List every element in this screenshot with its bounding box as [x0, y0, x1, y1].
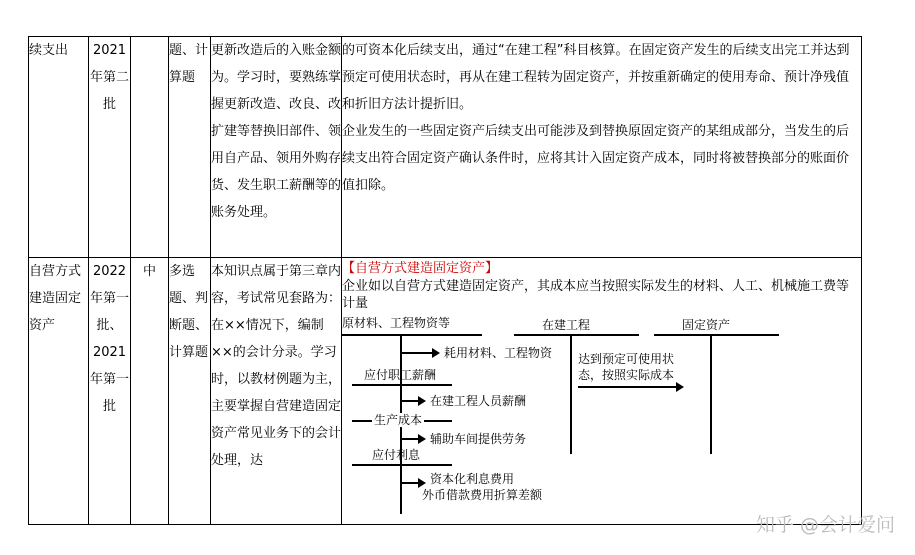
years-cell: 2022年第一批、2021年第一批 [89, 258, 131, 525]
content-cell [342, 37, 862, 258]
content-cell [342, 258, 862, 525]
t-account-line [352, 464, 452, 466]
topic-cell: 自营方式建造固定资产 [29, 258, 89, 525]
flow-label: 资本化利息费用 [430, 472, 515, 486]
types-cell: 多选题、判断题、计算题 [169, 258, 211, 525]
arrow-icon [676, 382, 684, 392]
flow-arrow-line [400, 400, 418, 402]
t-account-line [352, 384, 452, 386]
t-account-line [342, 334, 482, 336]
tips-cell: 本知识点属于第三章内容，考试常见套路为：在××情况下，编制××的会计分录。学习时，以教材例题为主，主要掌握自营建造固定资产常见业务下的会计处理，达 [211, 258, 342, 525]
arrow-icon [418, 478, 426, 488]
topic-cell: 续支出 [29, 37, 89, 258]
account-label: 固定资产 [682, 318, 731, 332]
arrow-icon [432, 348, 440, 358]
flow-label: 在建工程人员薪酬 [430, 394, 527, 408]
level-cell: 中 [131, 258, 169, 525]
table-row [29, 37, 862, 258]
section-lead: 企业如以自营方式建造固定资产，其成本应当按照实际发生的材料、人工、机械施工费等计量 [342, 279, 850, 311]
t-account-line [654, 334, 779, 336]
flow-arrow-line [400, 482, 418, 484]
t-account-line [514, 334, 639, 336]
account-label: 原材料、工程物资等 [342, 316, 451, 330]
flow-label: 态，按照实际成本 [578, 368, 675, 382]
years-cell: 2021年第二批 [89, 37, 131, 258]
t-account-divider [570, 334, 572, 454]
table-row [29, 258, 862, 525]
t-account-divider [710, 334, 712, 454]
account-label: 应付利息 [372, 448, 421, 462]
flow-label: 辅助车间提供劳务 [430, 432, 527, 446]
knowledge-table [28, 36, 862, 525]
section-title: 【自营方式建造固定资产】 [342, 261, 499, 276]
level-cell [131, 37, 169, 258]
flow-label: 外币借款费用折算差额 [422, 488, 543, 502]
flow-arrow-line [578, 386, 676, 388]
types-cell: 题、计算题 [169, 37, 211, 258]
flow-label: 达到预定可使用状 [578, 352, 675, 366]
watermark: 知乎 @会计爱问 [755, 514, 895, 536]
tips-cell: 更新改造后的入账金额为。学习时，要熟练掌握更新改造、改良、改扩建等替换旧部件、领用自产品、领用外购存货、发生职工薪酬等的账务处理。 [211, 37, 342, 258]
content-paragraph: 企业发生的一些固定资产后续支出可能涉及到替换原固定资产的某组成部分，当发生的后续支出符合固定资产确认条件时，应将其计入固定资产成本，同时将被替换部分的账面价值扣除。 [342, 124, 850, 193]
flow-arrow-line [400, 438, 418, 440]
flow-label: 耗用材料、工程物资 [444, 346, 553, 360]
account-label: 应付职工薪酬 [364, 368, 437, 382]
arrow-icon [418, 434, 426, 444]
account-label: 在建工程 [542, 318, 591, 332]
arrow-icon [418, 396, 426, 406]
content-paragraph: 的可资本化后续支出，通过“在建工程”科目核算。在固定资产发生的后续支出完工并达到预定可使用状态时，再从在建工程转为固定资产，并按重新确定的使用寿命、预计净残值和折旧方法计提折旧。 [342, 43, 850, 112]
t-account-diagram [342, 312, 861, 524]
flow-arrow-line [400, 352, 432, 354]
account-label: 生产成本 [374, 413, 423, 427]
